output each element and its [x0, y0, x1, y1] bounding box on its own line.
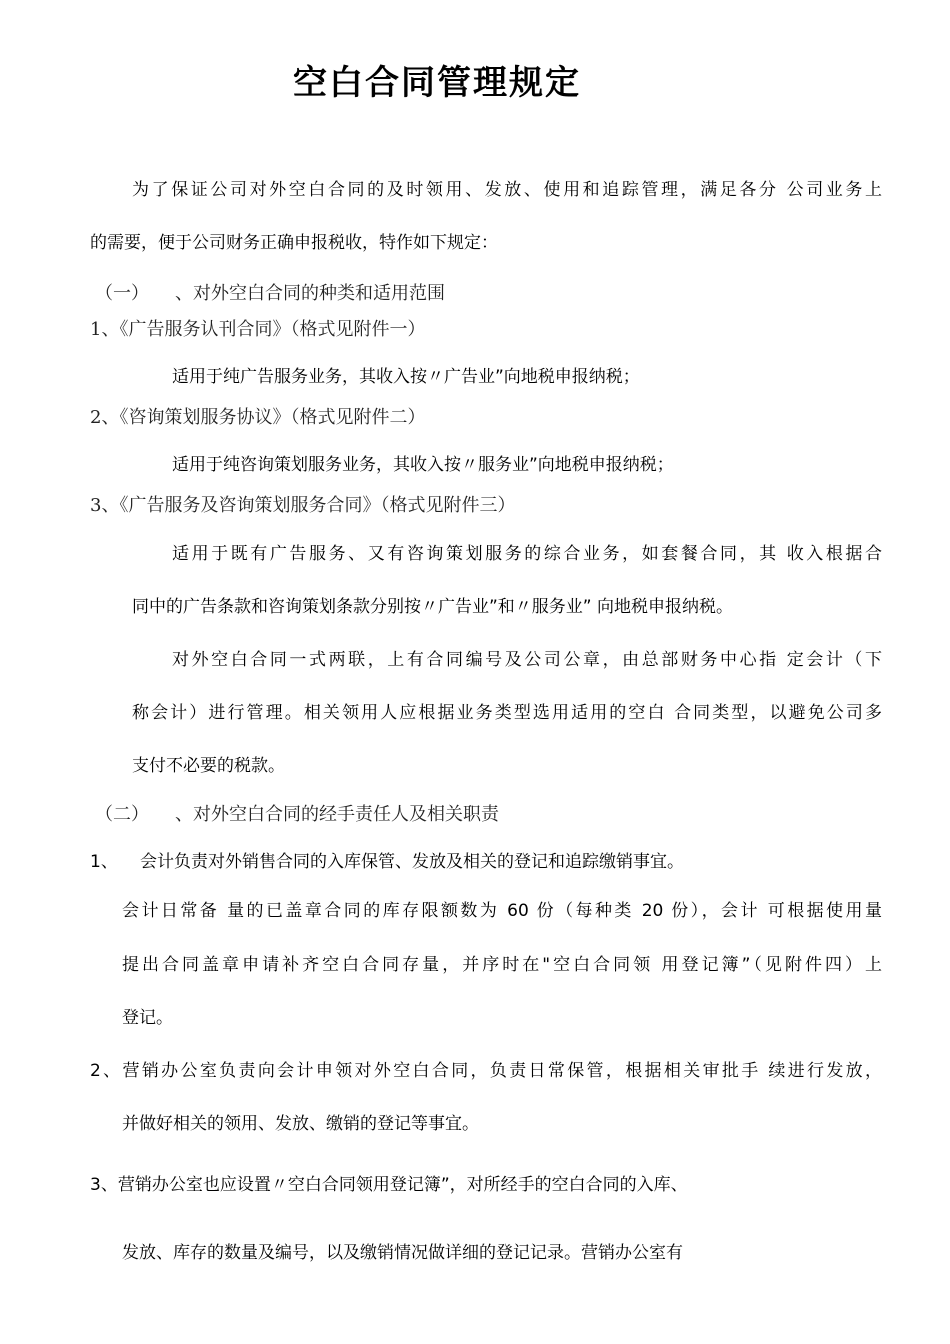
- item-2-title: 2、《咨询策划服务协议》（格式见附件二）: [90, 407, 426, 428]
- duty-2-line-2: 并做好相关的领用、发放、缴销的登记等事宜。: [122, 1114, 479, 1134]
- section-1-heading: 、对外空白合同的种类和适用范围: [175, 283, 445, 304]
- item-1-description: 适用于纯广告服务业务，其收入按〃广告业”向地税申报纳税；: [172, 367, 640, 387]
- item-2-description: 适用于纯咨询策划服务业务，其收入按〃服务业”向地税申报纳税；: [172, 455, 674, 475]
- duty-1-line-4: 登记。: [122, 1008, 173, 1028]
- duty-3-line-2: 发放、库存的数量及编号，以及缴销情况做详细的登记记录。营销办公室有: [122, 1243, 683, 1263]
- duty-3-line-1: 3、营销办公室也应设置〃空白合同领用登记簿”，对所经手的空白合同的入库、: [90, 1175, 688, 1195]
- note-line-2: 称会计）进行管理。相关领用人应根据业务类型选用适用的空白 合同类型，以避免公司多: [132, 703, 882, 723]
- duty-1-number: 1、: [90, 852, 118, 872]
- section-2-heading: 、对外空白合同的经手责任人及相关职责: [175, 804, 499, 825]
- page-title: 空白合同管理规定: [293, 63, 581, 103]
- note-line-1: 对外空白合同一式两联，上有合同编号及公司公章，由总部财务中心指 定会计（下: [172, 650, 882, 670]
- section-1-heading-number: （一）: [95, 283, 149, 304]
- intro-line-2: 的需要，便于公司财务正确申报税收，特作如下规定：: [90, 233, 498, 253]
- intro-line-1: 为了保证公司对外空白合同的及时领用、发放、使用和追踪管理，满足各分 公司业务上: [132, 180, 882, 200]
- item-1-title: 1、《广告服务认刊合同》（格式见附件一）: [90, 319, 426, 340]
- item-3-title: 3、《广告服务及咨询策划服务合同》（格式见附件三）: [90, 495, 516, 516]
- note-line-3: 支付不必要的税款。: [132, 756, 285, 776]
- duty-2-line-1: 2、营销办公室负责向会计申领对外空白合同，负责日常保管，根据相关审批手 续进行发放，: [90, 1061, 882, 1081]
- duty-1-text: 会计负责对外销售合同的入库保管、发放及相关的登记和追踪缴销事宜。: [140, 852, 684, 872]
- duty-1-line-2: 会计日常备 量的已盖章合同的库存限额数为 60 份（每种类 20 份），会计 可根据使用量: [122, 901, 882, 921]
- item-3-description-line-1: 适用于既有广告服务、又有咨询策划服务的综合业务，如套餐合同，其 收入根据合: [172, 544, 882, 564]
- item-3-description-line-2: 同中的广告条款和咨询策划条款分别按〃广告业”和〃服务业” 向地税申报纳税。: [132, 597, 734, 617]
- section-2-heading-number: （二）: [95, 804, 149, 825]
- duty-1-line-3: 提出合同盖章申请补齐空白合同存量，并序时在"空白合同领 用登记簿”（见附件四）上: [122, 955, 882, 975]
